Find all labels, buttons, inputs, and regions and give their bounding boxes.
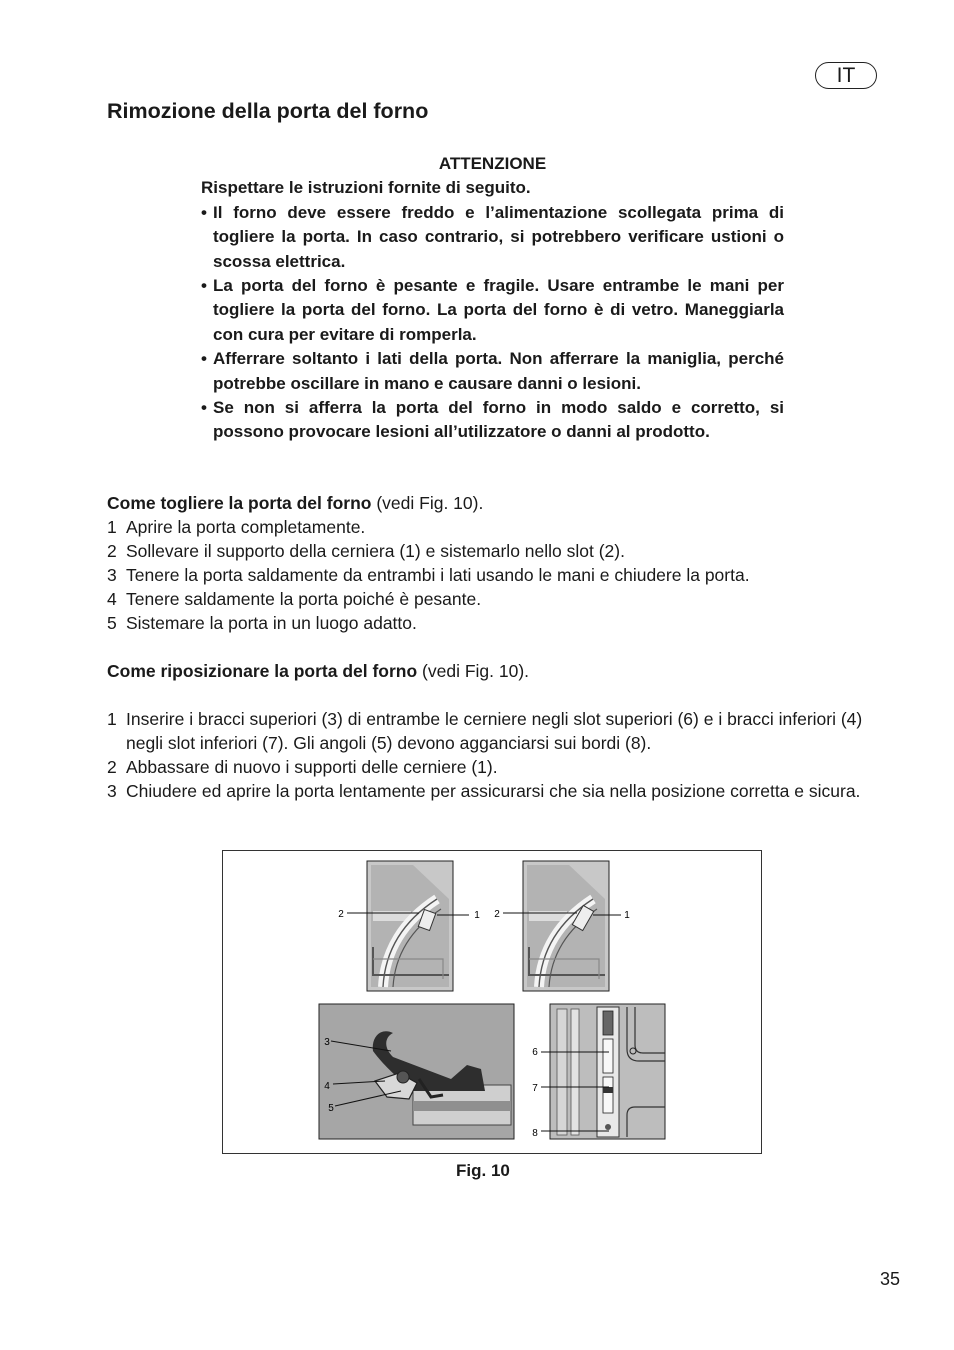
panel-hinge-arms [319, 1004, 514, 1139]
list-item [107, 563, 882, 587]
page-number: 35 [880, 1269, 901, 1289]
step-text: Sistemare la porta in un luogo adatto. [126, 613, 417, 633]
list-item [107, 707, 882, 755]
callout-label-4: 4 [324, 1081, 330, 1092]
callout-label-5: 5 [328, 1103, 334, 1114]
step-number: 2 [107, 757, 117, 777]
callout-label-7: 7 [532, 1083, 538, 1094]
callout-label-2: 2 [338, 909, 344, 920]
panel-hinge-slots [532, 1004, 665, 1139]
language-badge: IT [815, 62, 877, 89]
list-item [107, 587, 882, 611]
callout-label-1: 1 [624, 910, 630, 921]
callout-label-1: 1 [474, 910, 480, 921]
step-text: Aprire la porta completamente. [126, 517, 366, 537]
step-text: Sollevare il supporto della cerniera (1) e sistemarlo nello slot (2). [126, 541, 625, 561]
list-item [107, 539, 882, 563]
list-item [107, 611, 882, 635]
step-number: 1 [107, 709, 117, 729]
list-item [107, 515, 882, 539]
figure-frame [222, 850, 762, 1154]
page-title: Rimozione della porta del forno [107, 99, 429, 123]
step-number: 2 [107, 541, 117, 561]
warning-bullet: • La porta del forno è pesante e fragile. Usare entrambe le mani per togliere la porta del forno. La porta del forno è di vetro. Maneggiarla con cura per evitare di romperla. [201, 274, 784, 347]
step-text: Tenere saldamente la porta poiché è pesante. [126, 589, 482, 609]
callout-label-2: 2 [494, 909, 500, 920]
refit-door-heading-ref: (vedi Fig. 10). [417, 661, 530, 681]
step-text: Inserire i bracci superiori (3) di entrambe le cerniere negli slot superiori (6) e i bracci inferiori (4) negli slot inferiori (7). Gli angoli (5) devono agganciarsi sui bordi (8). [126, 709, 863, 753]
warning-list [201, 201, 784, 445]
remove-steps-list [107, 515, 882, 635]
remove-door-heading-ref: (vedi Fig. 10). [371, 493, 484, 513]
warning-block [201, 152, 784, 445]
refit-door-heading-bold: Come riposizionare la porta del forno [107, 661, 418, 681]
step-text: Abbassare di nuovo i supporti delle cerniere (1). [126, 757, 498, 777]
refit-door-heading [107, 659, 882, 683]
warning-heading: ATTENZIONE [438, 154, 547, 173]
panel-hinge-lifted-2 [494, 861, 630, 991]
step-number: 3 [107, 781, 117, 801]
refit-steps-list [107, 707, 882, 803]
list-item [107, 755, 882, 779]
warning-bullet: • Il forno deve essere freddo e l’alimentazione scollegata prima di togliere la porta. In caso contrario, si potrebbero verificare ustioni o scossa elettrica. [201, 201, 784, 274]
figure-caption: Fig. 10 [456, 1161, 510, 1180]
step-text: Chiudere ed aprire la porta lentamente per assicurarsi che sia nella posizione corretta e sicura. [126, 781, 861, 801]
remove-door-heading [107, 491, 882, 515]
step-number: 3 [107, 565, 117, 585]
step-number: 4 [107, 589, 117, 609]
callout-label-3: 3 [324, 1037, 330, 1048]
list-item [107, 779, 882, 803]
panel-hinge-lifted-1 [338, 861, 480, 991]
warning-intro: Rispettare le istruzioni fornite di seguito. [201, 178, 531, 198]
hinge-illustration [223, 851, 761, 1153]
callout-label-8: 8 [532, 1128, 538, 1139]
step-number: 5 [107, 613, 117, 633]
step-text: Tenere la porta saldamente da entrambi i lati usando le mani e chiudere la porta. [126, 565, 750, 585]
refit-door-section [107, 659, 882, 803]
step-number: 1 [107, 517, 117, 537]
remove-door-section [107, 491, 882, 635]
warning-bullet: • Afferrare soltanto i lati della porta. Non afferrare la maniglia, perché potrebbe oscillare in mano e causare danni o lesioni. [201, 347, 784, 396]
callout-label-6: 6 [532, 1047, 538, 1058]
remove-door-heading-bold: Come togliere la porta del forno [107, 493, 372, 513]
warning-bullet: • Se non si afferra la porta del forno in modo saldo e corretto, si possono provocare lesioni all’utilizzatore o danni al prodotto. [201, 396, 784, 445]
